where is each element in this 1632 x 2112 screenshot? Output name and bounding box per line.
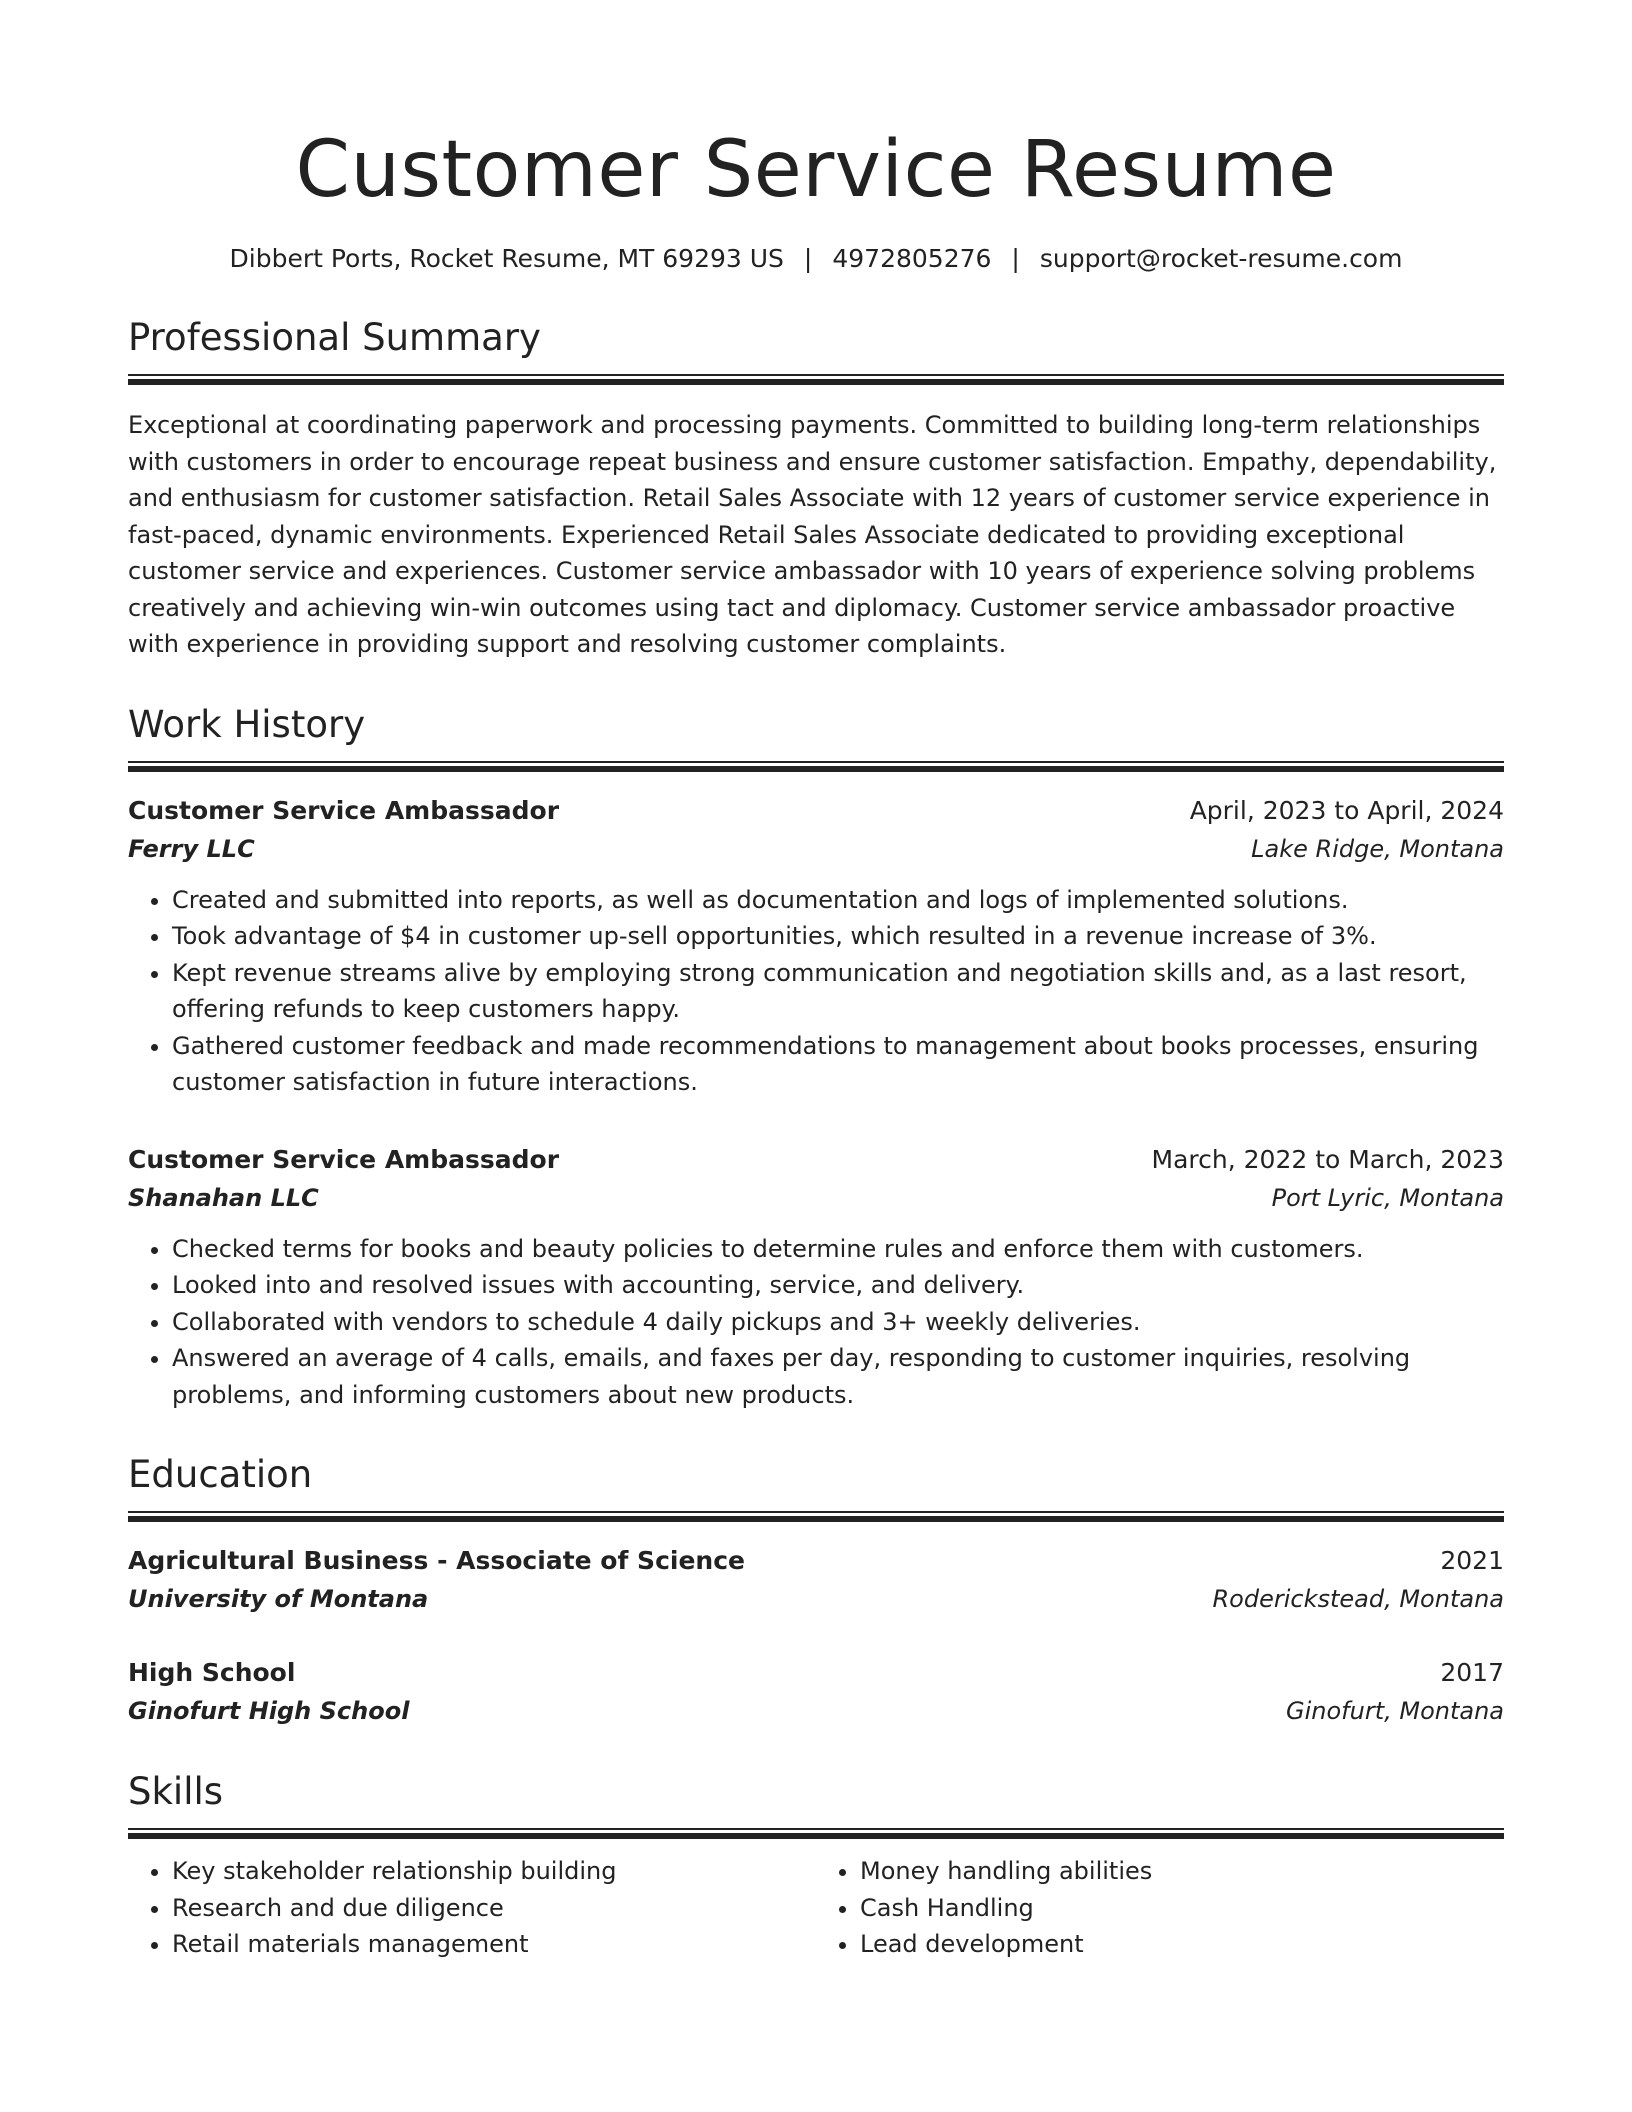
skills-list: [128, 1853, 1504, 1963]
job-bullet: • Collaborated with vendors to schedule 4 daily pickups and 3+ weekly deliveries.: [172, 1304, 1504, 1341]
contact-separator: |: [1011, 244, 1020, 273]
education-heading: Education: [128, 1453, 313, 1496]
education-entry: [128, 1542, 1504, 1618]
contact-phone: 4972805276: [832, 244, 992, 273]
education-degree: High School: [128, 1658, 296, 1687]
education-school-row: [128, 1692, 1504, 1730]
job-company: Ferry LLC: [128, 834, 255, 863]
skills-heading: Skills: [128, 1770, 224, 1813]
skills-column-right: [816, 1853, 1504, 1963]
job-bullet: • Took advantage of $4 in customer up-sell opportunities, which resulted in a revenue increase of 3%.: [172, 918, 1504, 955]
job-bullet: • Kept revenue streams alive by employing strong communication and negotiation skills and, as a last resort, offering refunds to keep customers happy.: [172, 955, 1504, 1028]
job-company: Shanahan LLC: [128, 1183, 319, 1212]
job-bullets: [128, 882, 1504, 1101]
skill-item: • Research and due diligence: [172, 1890, 816, 1927]
skill-item: • Money handling abilities: [860, 1853, 1504, 1890]
job-company-row: [128, 830, 1504, 868]
education-year: 2017: [1440, 1658, 1504, 1687]
job-location: Lake Ridge, Montana: [1251, 834, 1504, 863]
job-bullets: [128, 1231, 1504, 1414]
education-header-row: [128, 1542, 1504, 1580]
job-company-row: [128, 1179, 1504, 1217]
work-heading: Work History: [128, 702, 366, 746]
job-header-row: [128, 1141, 1504, 1179]
contact-line: [128, 242, 1504, 276]
skills-column-left: [128, 1853, 816, 1963]
section-divider: [128, 1511, 1504, 1522]
education-location: Ginofurt, Montana: [1286, 1697, 1504, 1725]
education-entry: [128, 1654, 1504, 1730]
section-divider: [128, 374, 1504, 385]
contact-separator: |: [803, 244, 813, 273]
job-bullet: • Answered an average of 4 calls, emails, and faxes per day, responding to customer inquiries, resolving problems, and informing customers about new products.: [172, 1340, 1504, 1413]
job-role: Customer Service Ambassador: [128, 795, 560, 825]
job-role: Customer Service Ambassador: [128, 1144, 560, 1174]
education-school: Ginofurt High School: [128, 1697, 410, 1725]
skill-item: • Retail materials management: [172, 1926, 816, 1963]
education-school-row: [128, 1580, 1504, 1618]
summary-heading: Professional Summary: [128, 316, 541, 359]
education-year: 2021: [1440, 1546, 1504, 1575]
job-bullet: • Gathered customer feedback and made recommendations to management about books processes, ensuring customer satisfaction in future interactions.: [172, 1028, 1504, 1101]
section-divider: [128, 1828, 1504, 1839]
summary-section-header: [128, 314, 1504, 385]
job-location: Port Lyric, Montana: [1271, 1183, 1504, 1212]
resume-title: Customer Service Resume: [295, 125, 1337, 215]
education-header-row: [128, 1654, 1504, 1692]
skills-section-header: [128, 1768, 1504, 1839]
job-header-row: [128, 792, 1504, 830]
summary-text: Exceptional at coordinating paperwork and processing payments. Committed to building long-term relationships with customers in order to encourage repeat business and ensure customer satisfaction. Empathy, dependability, and enthusiasm for customer satisfaction. Retail Sales Associate with 12 years of customer service experience in fast-paced, dynamic environments. Experienced Retail Sales Associate dedicated to providing exceptional customer service and experiences. Customer service ambassador with 10 years of experience solving problems creatively and achieving win-win outcomes using tact and diplomacy. Customer service ambassador proactive with experience in providing support and resolving customer complaints.: [128, 411, 1497, 658]
job-dates: April, 2023 to April, 2024: [1189, 795, 1504, 825]
education-school: University of Montana: [128, 1585, 429, 1613]
job-bullet: • Created and submitted into reports, as well as documentation and logs of implemented solutions.: [172, 882, 1504, 919]
skill-item: • Lead development: [860, 1926, 1504, 1963]
job-bullet: • Looked into and resolved issues with accounting, service, and delivery.: [172, 1267, 1504, 1304]
contact-address: Dibbert Ports, Rocket Resume, MT 69293 US: [229, 244, 784, 273]
education-degree: Agricultural Business - Associate of Science: [128, 1546, 745, 1575]
education-location: Roderickstead, Montana: [1212, 1585, 1504, 1613]
education-section-header: [128, 1451, 1504, 1522]
section-divider: [128, 761, 1504, 772]
skill-item: • Cash Handling: [860, 1890, 1504, 1927]
job-entry: [128, 1141, 1504, 1414]
skill-item: • Key stakeholder relationship building: [172, 1853, 816, 1890]
job-bullet: • Checked terms for books and beauty policies to determine rules and enforce them with customers.: [172, 1231, 1504, 1268]
job-entry: [128, 792, 1504, 1101]
contact-email: support@rocket-resume.com: [1039, 244, 1403, 273]
work-section-header: [128, 701, 1504, 772]
job-dates: March, 2022 to March, 2023: [1151, 1144, 1504, 1174]
